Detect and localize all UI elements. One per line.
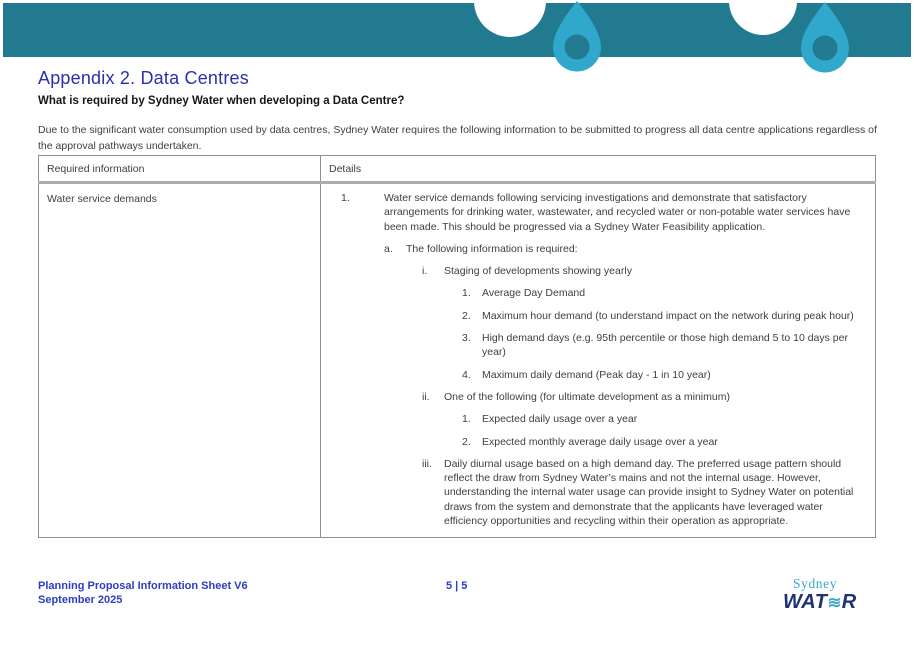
detail-item-text: Expected monthly average daily usage over a year (482, 435, 718, 448)
column-header-required-information: Required information (39, 156, 321, 183)
detail-item (321, 331, 863, 360)
required-information-cell: Water service demands (39, 183, 321, 538)
detail-item-marker: 1. (462, 413, 471, 426)
header-band (3, 3, 911, 57)
detail-item-marker: i. (422, 265, 428, 278)
logo-sydney-text: Sydney (793, 576, 838, 591)
page-number: 5 | 5 (446, 580, 468, 592)
detail-item-marker: 4. (462, 368, 471, 381)
detail-item-text: Water service demands following servicing investigations and demonstrate that satisfactory arrangements for drinking water, wastewater, and recycled water or non-potable water services have been made. This should be progressed via a Sydney Water Feasibility application. (384, 192, 851, 233)
detail-item (321, 264, 863, 278)
requirements-table (38, 155, 876, 538)
sydney-water-logo (783, 576, 857, 613)
detail-item-marker: 1. (462, 287, 471, 300)
section-question: What is required by Sydney Water when developing a Data Centre? (38, 95, 405, 107)
footer-doc-title: Planning Proposal Information Sheet V6 (38, 580, 248, 592)
detail-item-marker: ii. (422, 390, 430, 403)
detail-item-marker: 1. (341, 192, 350, 204)
detail-item-text: Maximum hour demand (to understand impact on the network during peak hour) (482, 309, 854, 322)
detail-item-text: High demand days (e.g. 95th percentile or those high demand 5 to 10 days per year) (482, 332, 848, 359)
details-cell (321, 183, 876, 538)
water-drop-icon (546, 0, 608, 74)
detail-item-marker: 2. (462, 309, 471, 322)
detail-item-text: The following information is required: (406, 242, 578, 255)
detail-item (321, 390, 863, 404)
intro-paragraph: Due to the significant water consumption used by data centres, Sydney Water requires the following information to be submitted to progress all data centre applications regardless of the approval pathways undertaken. (38, 124, 877, 152)
detail-item (321, 457, 863, 528)
detail-item-text: Daily diurnal usage based on a high demand day. The preferred usage pattern should reflect the draw from Sydney Water’s mains and not the internal usage. However, understanding the internal water usage can provide insight to Sydney Water on potential draws from the system and demonstrate that the applicants have leveraged water efficiency opportunities and recycling within their operation as appropriate. (444, 457, 854, 528)
table-row (39, 183, 876, 538)
page-title: Appendix 2. Data Centres (38, 68, 249, 88)
column-header-details: Details (321, 156, 876, 183)
table-header-row (39, 156, 876, 183)
detail-item (321, 368, 863, 382)
footer-info (38, 580, 248, 607)
detail-item-text: One of the following (for ultimate development as a minimum) (444, 390, 730, 403)
logo-water-text: WAT≋R (783, 591, 857, 613)
detail-item-marker: 2. (462, 435, 471, 448)
detail-item-marker: a. (384, 242, 393, 255)
detail-item-text: Expected daily usage over a year (482, 413, 638, 426)
wave-e-glyph: ≋ (827, 594, 842, 612)
detail-item-marker: iii. (422, 457, 432, 470)
detail-item (321, 412, 863, 426)
header-notch-circle (729, 0, 797, 35)
water-drop-icon (794, 0, 856, 76)
detail-item (321, 191, 863, 234)
detail-item-text: Average Day Demand (482, 287, 586, 300)
footer-date: September 2025 (38, 593, 123, 606)
detail-item (321, 286, 863, 300)
detail-item-marker: 3. (462, 332, 471, 345)
requirements-table-body (39, 183, 876, 538)
detail-item-text: Maximum daily demand (Peak day - 1 in 10 year) (482, 368, 711, 381)
header-notch-circle (474, 0, 546, 37)
detail-item (321, 242, 863, 256)
detail-item (321, 309, 863, 323)
detail-item-text: Staging of developments showing yearly (444, 265, 632, 278)
detail-item (321, 435, 863, 449)
